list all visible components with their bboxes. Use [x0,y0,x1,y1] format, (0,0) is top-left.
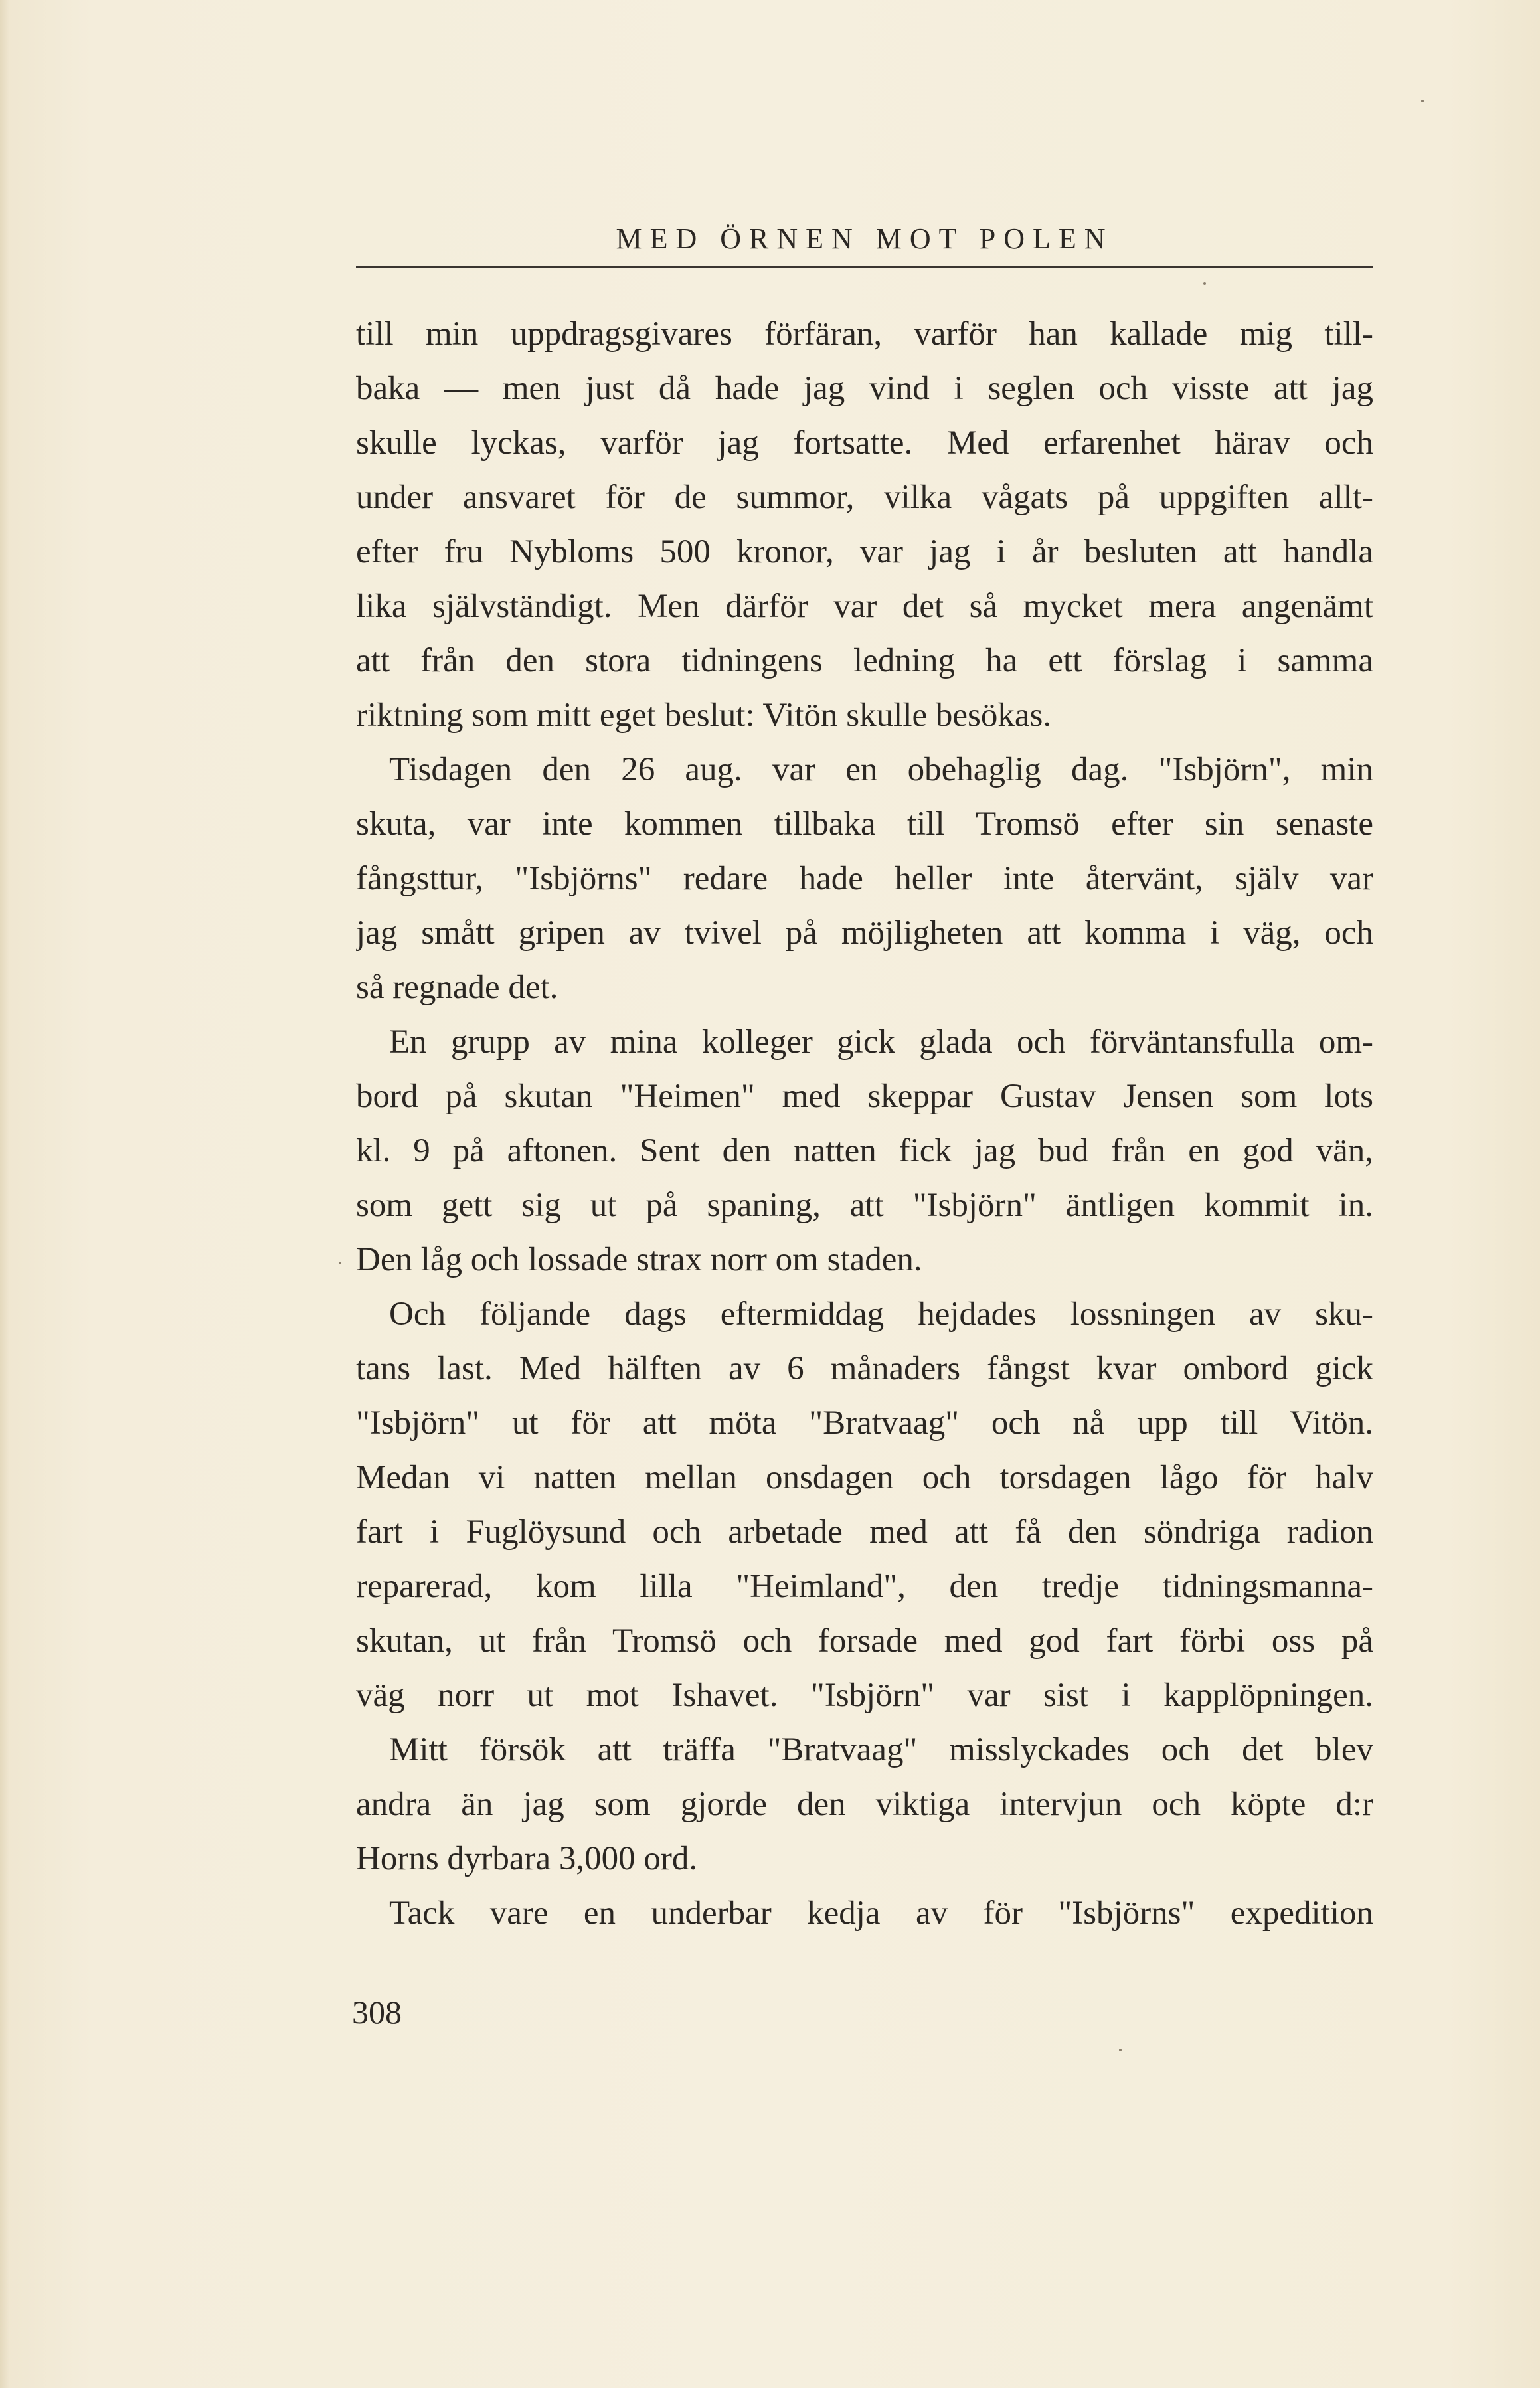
paragraph-start-line: Och följande dags eftermiddag hejdades lossningen av sku- [389,1296,1373,1333]
text-line: skulle lyckas, varför jag fortsatte. Med erfarenhet härav och [356,424,1373,462]
text-line: "Isbjörn" ut för att möta "Bratvaag" och nå upp till Vitön. [356,1405,1373,1442]
page-edge-shadow [0,0,9,2388]
text-line: fart i Fuglöysund och arbetade med att få den söndriga radion [356,1513,1373,1551]
text-line: Medan vi natten mellan onsdagen och torsdagen lågo för halv [356,1459,1373,1496]
text-line: reparerad, kom lilla "Heimland", den tredje tidningsmanna- [356,1568,1373,1605]
text-line: bord på skutan "Heimen" med skeppar Gustav Jensen som lots [356,1078,1373,1115]
text-line: kl. 9 på aftonen. Sent den natten fick jag bud från en god vän, [356,1132,1373,1169]
text-line: under ansvaret för de summor, vilka vågats på uppgiften allt- [356,479,1373,516]
paper-speck [1421,100,1424,102]
header-rule [356,266,1373,268]
text-line: att från den stora tidningens ledning ha ett förslag i samma [356,642,1373,679]
paper-speck [1203,282,1206,285]
text-line: riktning som mitt eget beslut: Vitön skulle besökas. [356,697,1052,734]
text-line: Horns dyrbara 3,000 ord. [356,1840,698,1877]
text-line: till min uppdragsgivares förfäran, varför han kallade mig till- [356,315,1373,353]
text-line: fångsttur, "Isbjörns" redare hade heller inte återvänt, själv var [356,860,1373,897]
paragraph-start-line: Tack vare en underbar kedja av för "Isbjörns" expedition [389,1895,1373,1932]
text-line: efter fru Nybloms 500 kronor, var jag i år besluten att handla [356,533,1373,570]
text-line: så regnade det. [356,969,558,1006]
text-line: skuta, var inte kommen tillbaka till Tromsö efter sin senaste [356,806,1373,843]
text-line: baka — men just då hade jag vind i seglen och visste att jag [356,370,1373,407]
text-line: skutan, ut från Tromsö och forsade med god fart förbi oss på [356,1622,1373,1660]
page-number: 308 [352,1994,402,2031]
text-line: väg norr ut mot Ishavet. "Isbjörn" var sist i kapplöpningen. [356,1677,1373,1714]
body-text [356,307,1373,1940]
paper-speck [1119,2049,1122,2051]
paragraph-start-line: Mitt försök att träffa "Bratvaag" misslyckades och det blev [389,1731,1373,1768]
running-title: MED ÖRNEN MOT POLEN [616,222,1114,255]
page-header [356,219,1373,259]
paragraph-start-line: Tisdagen den 26 aug. var en obehaglig dag. "Isbjörn", min [389,751,1373,788]
text-line: andra än jag som gjorde den viktiga intervjun och köpte d:r [356,1786,1373,1823]
paragraph-start-line: En grupp av mina kolleger gick glada och förväntansfulla om- [389,1023,1373,1061]
text-line: jag smått gripen av tvivel på möjligheten att komma i väg, och [356,914,1373,952]
text-line: Den låg och lossade strax norr om staden. [356,1241,922,1278]
text-line: som gett sig ut på spaning, att "Isbjörn" äntligen kommit in. [356,1187,1373,1224]
text-line: tans last. Med hälften av 6 månaders fångst kvar ombord gick [356,1350,1373,1387]
paper-speck [339,1262,341,1264]
text-line: lika självständigt. Men därför var det så mycket mera angenämt [356,588,1373,625]
